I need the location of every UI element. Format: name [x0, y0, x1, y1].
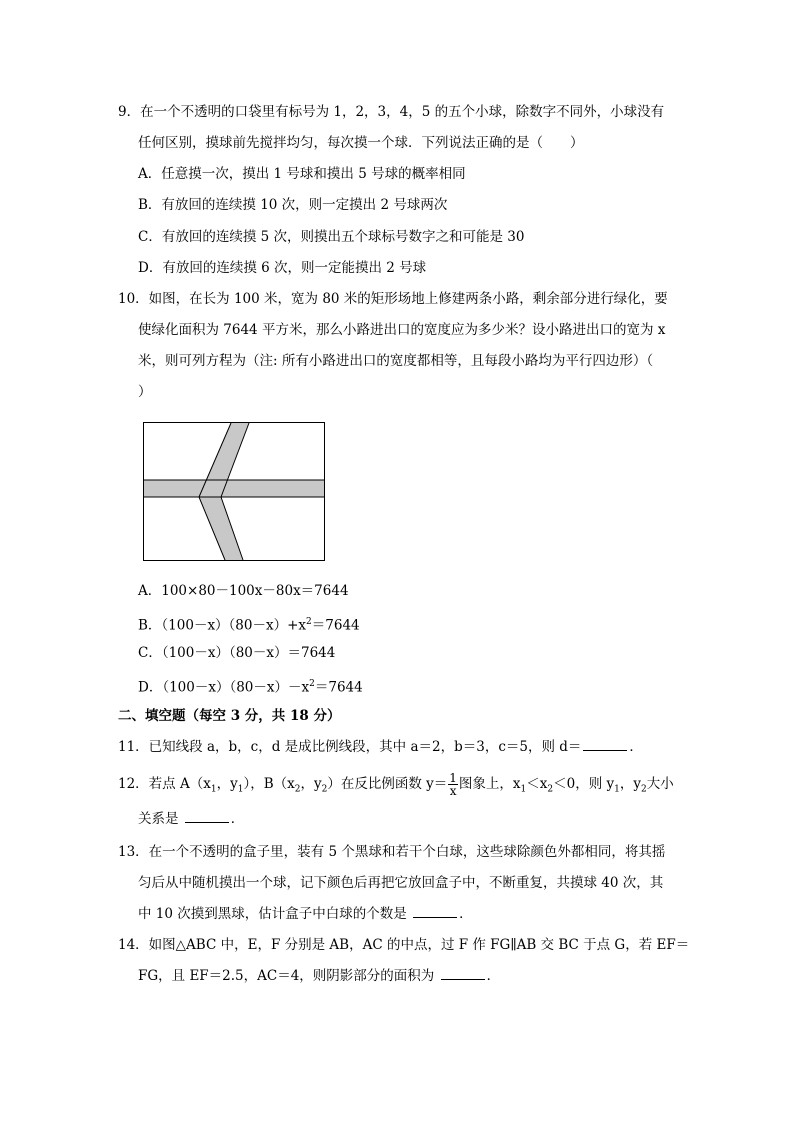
- q14-line2-text: FG，且 EF＝2.5，AC＝4，则阴影部分的面积为: [138, 968, 435, 984]
- q10-option-d-text: D．（100－x）（80－x）－x: [138, 679, 310, 696]
- q12-t4: ，y: [300, 776, 322, 792]
- q12-line2: [138, 810, 244, 828]
- q12-sub1: 1: [210, 784, 217, 795]
- q10-option-d-tail: ＝7644: [314, 679, 363, 696]
- q9-line1: 9．在一个不透明的口袋里有标号为 1，2，3，4，5 的五个小球，除数字不同外，小球没有: [118, 104, 665, 120]
- q12-line1: [118, 772, 674, 799]
- q14-line1: 14．如图△ABC 中，E，F 分别是 AB，AC 的中点，过 F 作 FG∥AB 交 BC 于点 G，若 EF＝: [118, 937, 690, 953]
- q12-t5: ）在反比例函数 y＝: [327, 776, 448, 792]
- road-diagram: [143, 422, 327, 562]
- q10-option-a: A．100×80－100x－80x＝7644: [138, 583, 349, 599]
- q11-text: 11．已知线段 a，b，c，d 是成比例线段，其中 a＝2，b＝3，c＝5，则 d＝: [118, 739, 582, 755]
- q12-sub4: 2: [321, 784, 328, 795]
- q10-line4: ）: [138, 384, 152, 400]
- q12-answer-blank: [185, 810, 229, 823]
- q11-line: [118, 738, 643, 756]
- q9-line2: 任何区别，摸球前先搅拌均匀，每次摸一个球．下列说法正确的是（ ）: [138, 135, 584, 151]
- q12-line2-text: 关系是: [138, 811, 179, 827]
- q12-sub5: 1: [520, 784, 527, 795]
- q12-sub2: 1: [237, 784, 244, 795]
- q12-t10: 大小: [646, 776, 674, 792]
- q12-frac-den: x: [449, 784, 457, 798]
- q11-answer-blank: [583, 738, 627, 751]
- q13-line2: 匀后从中随机摸出一个球，记下颜色后再把它放回盒子中，不断重复，共摸球 40 次，其: [138, 875, 664, 891]
- q10-option-b-text: B．（100－x）（80－x）+x: [138, 617, 307, 634]
- q10-line2: 使绿化面积为 7644 平方米，那么小路进出口的宽度应为多少米？设小路进出口的宽为 x: [138, 322, 666, 338]
- q12-t6: 图象上，x: [458, 776, 521, 792]
- q10-line1: 10．如图，在长为 100 米，宽为 80 米的矩形场地上修建两条小路，剩余部分进行绿化，要: [118, 291, 668, 307]
- q10-option-b: [138, 613, 360, 635]
- q13-line3: [138, 905, 473, 923]
- q10-option-b-exp: 2: [306, 617, 312, 627]
- q12-t7: ＜x: [526, 776, 548, 792]
- q9-option-a: A．任意摸一次，摸出 1 号球和摸出 5 号球的概率相同: [138, 166, 466, 182]
- q14-line2: [138, 967, 500, 985]
- q13-line3-text: 中 10 次摸到黑球，估计盒子中白球的个数是: [138, 906, 407, 922]
- q10-option-b-tail: ＝7644: [311, 617, 360, 634]
- q12-t8: ＜0，则 y: [553, 776, 615, 792]
- q14-answer-blank: [441, 967, 485, 980]
- q12-end: ．: [230, 811, 245, 827]
- q12-t2: ，y: [216, 776, 238, 792]
- q12-t1: 12．若点 A（x: [118, 776, 211, 792]
- q12-t9: ，y: [619, 776, 642, 792]
- q10-option-d: [138, 675, 363, 697]
- q10-option-c: C．（100－x）（80－x）＝7644: [138, 645, 336, 661]
- q10-line3: 米，则可列方程为（注: 所有小路进出口的宽度都相等，且每段小路均为平行四边形）（: [138, 353, 654, 369]
- q9-option-b: B．有放回的连续摸 10 次，则一定摸出 2 号球两次: [138, 197, 448, 213]
- q13-line1: 13．在一个不透明的盒子里，装有 5 个黑球和若干个白球，这些球除颜色外都相同，将其摇: [118, 844, 666, 860]
- q12-sub3: 2: [294, 784, 301, 795]
- q9-option-c: C．有放回的连续摸 5 次，则摸出五个球标号数字之和可能是 30: [138, 229, 525, 245]
- section-title: 二、填空题（每空 3 分，共 18 分）: [118, 708, 341, 724]
- q12-t3: ），B（x: [243, 776, 295, 792]
- q12-sub6: 2: [547, 784, 554, 795]
- q13-end: ．: [459, 906, 473, 922]
- q11-end: ．: [629, 739, 643, 755]
- q12-fraction: [448, 772, 458, 797]
- road-shapes: [143, 423, 325, 560]
- q14-end: ．: [486, 968, 501, 984]
- q10-option-d-exp: 2: [309, 679, 315, 689]
- q12-frac-num: 1: [449, 771, 457, 785]
- q12-sub7: 1: [614, 784, 620, 795]
- horizontal-road: [143, 480, 325, 497]
- q9-option-d: D．有放回的连续摸 6 次，则一定能摸出 2 号球: [138, 260, 427, 276]
- q12-sub8: 2: [641, 784, 647, 795]
- q13-answer-blank: [413, 905, 457, 918]
